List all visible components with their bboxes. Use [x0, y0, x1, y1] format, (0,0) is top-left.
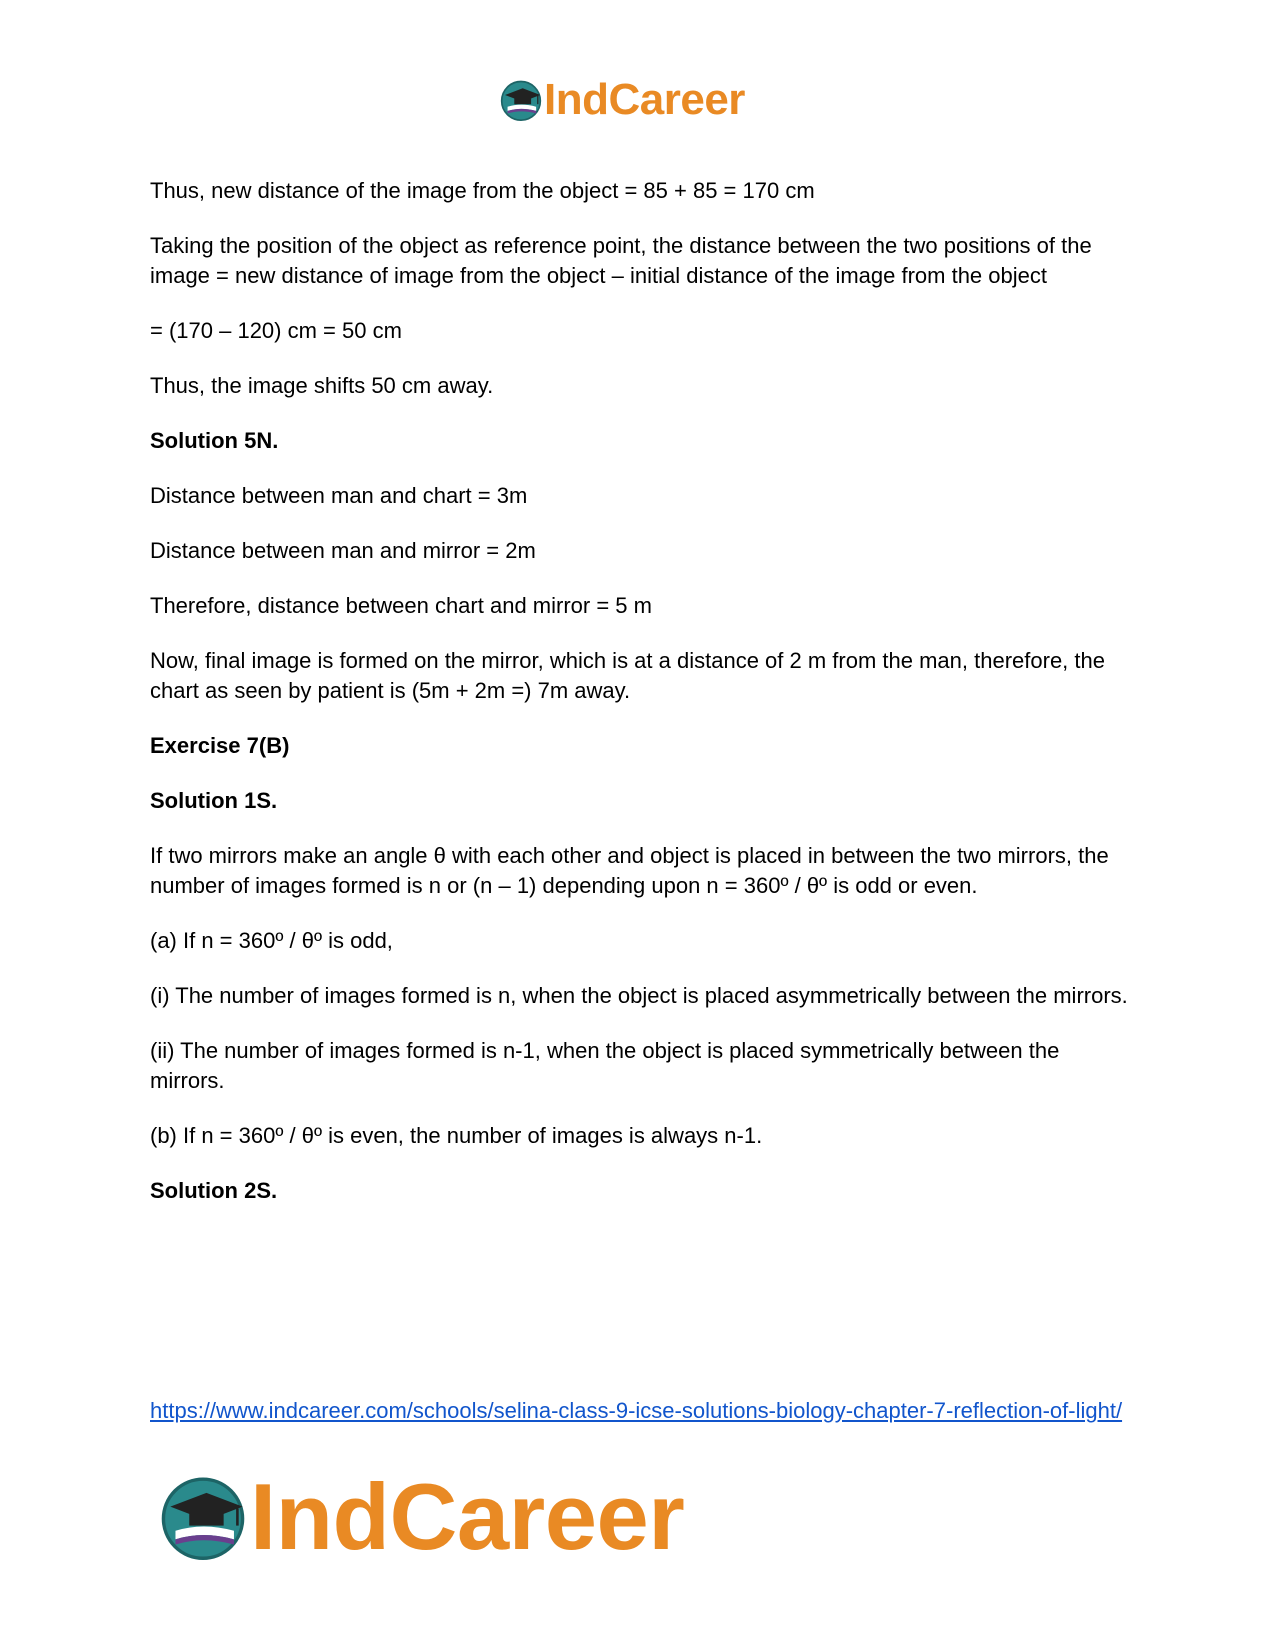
paragraph: Now, final image is formed on the mirror, which is at a distance of 2 m from the man, therefore, the chart as seen by patient is (5m + 2m =) 7m away.	[150, 648, 1105, 703]
paragraph: Distance between man and chart = 3m	[150, 483, 528, 508]
section-heading: Solution 5N.	[150, 428, 279, 453]
paragraph: (b) If n = 360º / θº is even, the number of images is always n-1.	[150, 1123, 763, 1148]
paragraph: Distance between man and mirror = 2m	[150, 538, 536, 563]
section-heading: Solution 1S.	[150, 788, 278, 813]
footer-link-block	[150, 1396, 1135, 1426]
section-heading: Solution 2S.	[150, 1178, 278, 1203]
paragraph: (ii) The number of images formed is n-1, when the object is placed symmetrically between the mirrors.	[150, 1038, 1060, 1093]
header-logo-text: IndCareer	[544, 75, 745, 124]
source-url-link[interactable]: https://www.indcareer.com/schools/selina-class-9-icse-solutions-biology-chapter-7-reflection-of-light/	[150, 1398, 1123, 1423]
graduation-cap-book-icon	[160, 1474, 246, 1560]
paragraph: = (170 – 120) cm = 50 cm	[150, 318, 402, 343]
graduation-cap-book-icon	[500, 79, 542, 121]
paragraph: (a) If n = 360º / θº is odd,	[150, 928, 393, 953]
paragraph: Thus, new distance of the image from the object = 85 + 85 = 170 cm	[150, 178, 815, 203]
header-logo	[500, 75, 745, 124]
paragraph: If two mirrors make an angle θ with each other and object is placed in between the two mirrors, the number of images formed is n or (n – 1) depending upon n = 360º / θº is odd or even.	[150, 843, 1109, 898]
paragraph: Therefore, distance between chart and mirror = 5 m	[150, 593, 652, 618]
paragraph: Thus, the image shifts 50 cm away.	[150, 373, 494, 398]
section-heading: Exercise 7(B)	[150, 733, 290, 758]
document-body	[150, 176, 1135, 1231]
footer-logo	[160, 1464, 685, 1569]
footer-logo-text: IndCareer	[250, 1464, 685, 1569]
paragraph: Taking the position of the object as reference point, the distance between the two positions of the image = new distance of image from the object – initial distance of the image from the object	[150, 233, 1092, 288]
paragraph: (i) The number of images formed is n, when the object is placed asymmetrically between the mirrors.	[150, 983, 1128, 1008]
